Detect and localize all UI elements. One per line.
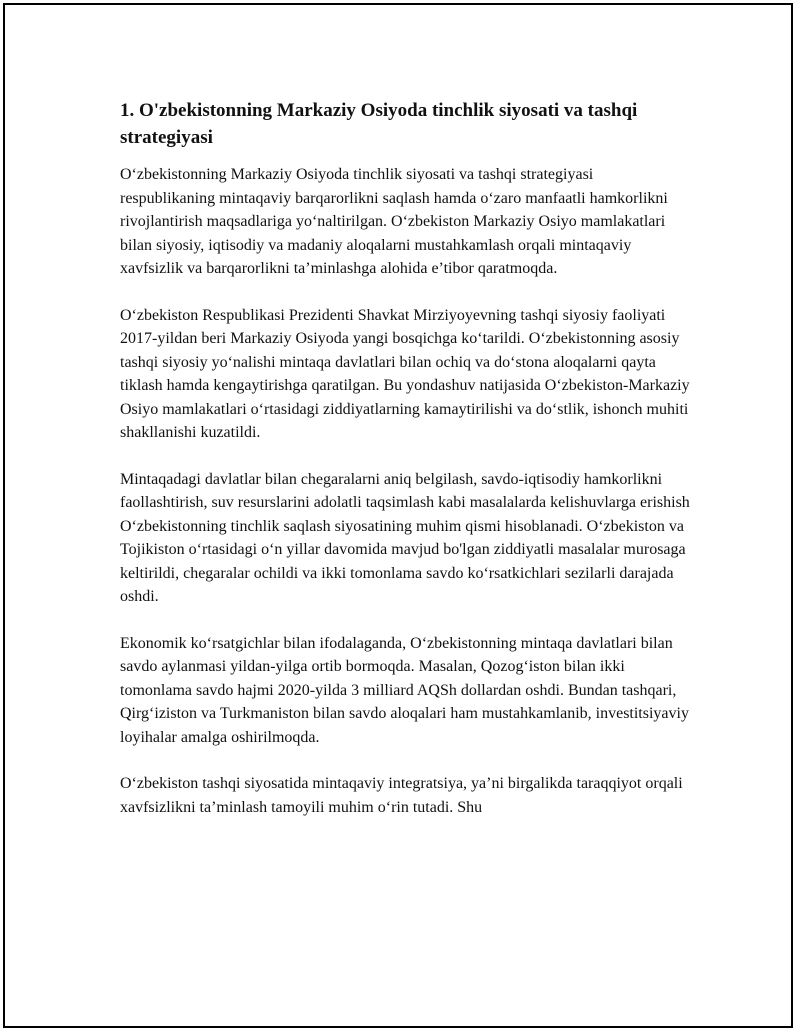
paragraph-1: O‘zbekistonning Markaziy Osiyoda tinchlik siyosati va tashqi strategiyasi respublikaning mintaqaviy barqarorlikni saqlash hamda o‘zaro manfaatli hamkorlikni rivojlantirish maqsadlariga yo‘naltirilgan. O‘zbekiston Markaziy Osiyo mamlakatlari bilan siyosiy, iqtisodiy va madaniy aloqalarni mustahkamlash orqali mintaqaviy xavfsizlik va barqarorlikni ta’minlashga alohida e’tibor qaratmoqda. — [120, 166, 668, 277]
paragraph-2: O‘zbekiston Respublikasi Prezidenti Shavkat Mirziyoyevning tashqi siyosiy faoliyati 2017-yildan beri Markaziy Osiyoda yangi bosqichga ko‘tarildi. O‘zbekistonning asosiy tashqi siyosiy yo‘nalishi mintaqa davlatlari bilan ochiq va do‘stona aloqalarni qayta tiklash hamda kengaytirishga qaratilgan. Bu yondashuv natijasida O‘zbekiston-Markaziy Osiyo mamlakatlari o‘rtasidagi ziddiyatlarning kamaytirilishi va do‘stlik, ishonch muhiti shakllanishi kuzatildi. — [120, 306, 690, 441]
paragraph-3: Mintaqadagi davlatlar bilan chegaralarni aniq belgilash, savdo-iqtisodiy hamkorlikni faollashtirish, suv resurslarini adolatli taqsimlash kabi masalalarda kelishuvlarga erishish O‘zbekistonning tinchlik saqlash siyosatining muhim qismi hisoblanadi. O‘zbekiston va Tojikiston o‘rtasidagi o‘n yillar davomida mavjud bo'lgan ziddiyatli masalalar murosaga keltirildi, chegaralar ochildi va ikki tomonlama savdo ko‘rsatkichlari sezilarli darajada oshdi. — [120, 470, 690, 605]
document-page — [3, 3, 793, 1028]
section-heading: 1. O'zbekistonning Markaziy Osiyoda tinchlik siyosati va tashqi strategiyasi — [120, 100, 638, 148]
document-body — [120, 97, 690, 842]
paragraph-5: O‘zbekiston tashqi siyosatida mintaqaviy integratsiya, ya’ni birgalikda taraqqiyot orqali xavfsizlikni ta’minlash tamoyili muhim o‘rin tutadi. Shu — [120, 775, 683, 816]
paragraph-4: Ekonomik ko‘rsatgichlar bilan ifodalaganda, O‘zbekistonning mintaqa davlatlari bilan savdo aylanmasi yildan-yilga ortib bormoqda. Masalan, Qozog‘iston bilan ikki tomonlama savdo hajmi 2020-yilda 3 milliard AQSh dollardan oshdi. Bundan tashqari, Qirg‘iziston va Turkmaniston bilan savdo aloqalari ham mustahkamlanib, investitsiyaviy loyihalar amalga oshirilmoqda. — [120, 634, 689, 746]
